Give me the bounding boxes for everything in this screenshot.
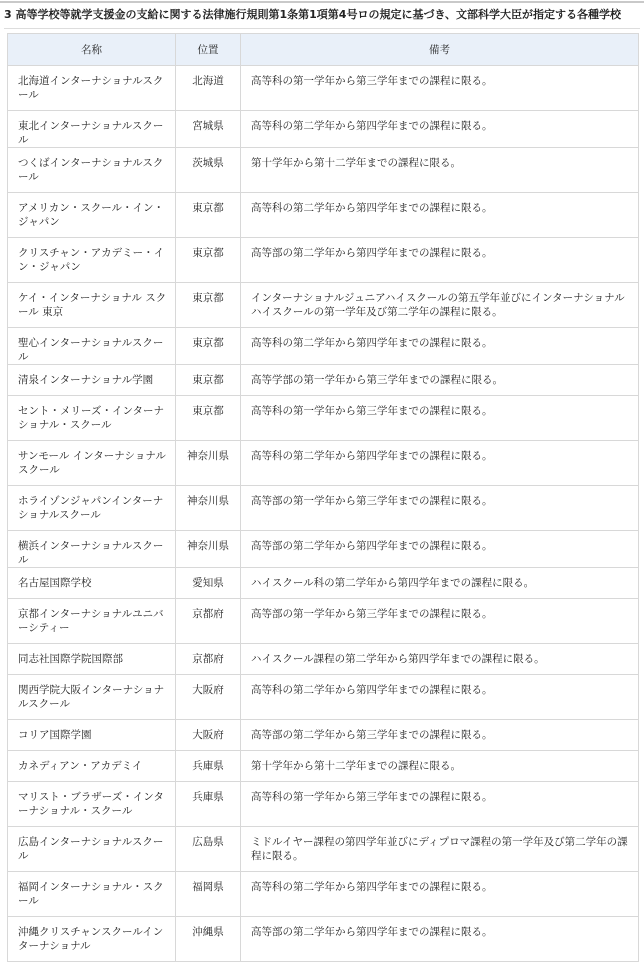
school-name-cell: 関西学院大阪インターナショナルスクール: [8, 675, 176, 720]
location-cell: 神奈川県: [176, 486, 241, 531]
school-name-cell: カネディアン・アカデミイ: [8, 751, 176, 782]
table-row: [8, 283, 639, 328]
table-row: [8, 111, 639, 148]
note-cell: ハイスクール科の第二学年から第四学年までの課程に限る。: [241, 568, 639, 599]
location-cell: 京都府: [176, 599, 241, 644]
school-name-cell: 東北インターナショナルスクール: [8, 111, 176, 148]
table-row: [8, 148, 639, 193]
column-header-note: 備考: [241, 34, 639, 66]
note-cell: 高等科の第一学年から第三学年までの課程に限る。: [241, 782, 639, 827]
table-row: [8, 441, 639, 486]
table-row: [8, 328, 639, 365]
table-row: [8, 66, 639, 111]
school-name-cell: セント・メリーズ・インターナショナル・スクール: [8, 396, 176, 441]
location-cell: 東京都: [176, 238, 241, 283]
table-row: [8, 675, 639, 720]
location-cell: 広島県: [176, 827, 241, 872]
table-row: [8, 568, 639, 599]
note-cell: 第十学年から第十二学年までの課程に限る。: [241, 751, 639, 782]
note-cell: 第十学年から第十二学年までの課程に限る。: [241, 148, 639, 193]
note-cell: 高等部の第二学年から第三学年までの課程に限る。: [241, 720, 639, 751]
location-cell: 神奈川県: [176, 531, 241, 568]
table-row: [8, 644, 639, 675]
location-cell: 沖縄県: [176, 917, 241, 962]
school-name-cell: 清泉インターナショナル学園: [8, 365, 176, 396]
designated-schools-table: [7, 33, 639, 962]
school-name-cell: ケイ・インターナショナル スクール 東京: [8, 283, 176, 328]
location-cell: 茨城県: [176, 148, 241, 193]
school-name-cell: 聖心インターナショナルスクール: [8, 328, 176, 365]
table-row: [8, 396, 639, 441]
school-name-cell: 沖縄クリスチャンスクールインターナショナル: [8, 917, 176, 962]
location-cell: 兵庫県: [176, 751, 241, 782]
school-name-cell: 京都インターナショナルユニバーシティー: [8, 599, 176, 644]
note-cell: 高等科の第二学年から第四学年までの課程に限る。: [241, 328, 639, 365]
note-cell: 高等科の第二学年から第四学年までの課程に限る。: [241, 111, 639, 148]
school-name-cell: マリスト・ブラザーズ・インターナショナル・スクール: [8, 782, 176, 827]
note-cell: インターナショナルジュニアハイスクールの第五学年並びにインターナショナルハイスクールの第一学年及び第二学年の課程に限る。: [241, 283, 639, 328]
table-row: [8, 599, 639, 644]
school-name-cell: 横浜インターナショナルスクール: [8, 531, 176, 568]
school-name-cell: コリア国際学園: [8, 720, 176, 751]
school-name-cell: クリスチャン・アカデミー・イン・ジャパン: [8, 238, 176, 283]
location-cell: 宮城県: [176, 111, 241, 148]
location-cell: 神奈川県: [176, 441, 241, 486]
note-cell: 高等科の第二学年から第四学年までの課程に限る。: [241, 675, 639, 720]
note-cell: 高等部の第二学年から第四学年までの課程に限る。: [241, 531, 639, 568]
note-cell: 高等部の第二学年から第四学年までの課程に限る。: [241, 238, 639, 283]
school-name-cell: アメリカン・スクール・イン・ジャパン: [8, 193, 176, 238]
school-name-cell: ホライゾンジャパンインターナショナルスクール: [8, 486, 176, 531]
note-cell: 高等部の第二学年から第四学年までの課程に限る。: [241, 917, 639, 962]
school-name-cell: 同志社国際学院国際部: [8, 644, 176, 675]
table-header-row: [8, 34, 639, 66]
note-cell: ミドルイヤー課程の第四学年並びにディプロマ課程の第一学年及び第二学年の課程に限る。: [241, 827, 639, 872]
table-row: [8, 531, 639, 568]
location-cell: 福岡県: [176, 872, 241, 917]
table-row: [8, 193, 639, 238]
table-row: [8, 917, 639, 962]
note-cell: 高等科の第二学年から第四学年までの課程に限る。: [241, 441, 639, 486]
location-cell: 兵庫県: [176, 782, 241, 827]
note-cell: 高等科の第一学年から第三学年までの課程に限る。: [241, 66, 639, 111]
location-cell: 東京都: [176, 396, 241, 441]
table-row: [8, 872, 639, 917]
note-cell: 高等部の第一学年から第三学年までの課程に限る。: [241, 599, 639, 644]
note-cell: 高等科の第二学年から第四学年までの課程に限る。: [241, 872, 639, 917]
note-cell: 高等科の第一学年から第三学年までの課程に限る。: [241, 396, 639, 441]
school-name-cell: 広島インターナショナルスクール: [8, 827, 176, 872]
table-row: [8, 720, 639, 751]
section-title: 3 高等学校等就学支援金の支給に関する法律施行規則第1条第1項第4号ロの規定に基づき、文部科学大臣が指定する各種学校: [4, 8, 640, 29]
table-row: [8, 486, 639, 531]
column-header-location: 位置: [176, 34, 241, 66]
table-row: [8, 751, 639, 782]
location-cell: 京都府: [176, 644, 241, 675]
location-cell: 東京都: [176, 283, 241, 328]
table-row: [8, 365, 639, 396]
location-cell: 北海道: [176, 66, 241, 111]
school-name-cell: 福岡インターナショナル・スクール: [8, 872, 176, 917]
table-row: [8, 827, 639, 872]
school-name-cell: つくばインターナショナルスクール: [8, 148, 176, 193]
location-cell: 東京都: [176, 328, 241, 365]
note-cell: 高等学部の第一学年から第三学年までの課程に限る。: [241, 365, 639, 396]
note-cell: 高等科の第二学年から第四学年までの課程に限る。: [241, 193, 639, 238]
school-name-cell: サンモール インターナショナルスクール: [8, 441, 176, 486]
table-row: [8, 238, 639, 283]
school-name-cell: 名古屋国際学校: [8, 568, 176, 599]
location-cell: 東京都: [176, 193, 241, 238]
column-header-name: 名称: [8, 34, 176, 66]
school-name-cell: 北海道インターナショナルスクール: [8, 66, 176, 111]
table-row: [8, 782, 639, 827]
note-cell: ハイスクール課程の第二学年から第四学年までの課程に限る。: [241, 644, 639, 675]
note-cell: 高等部の第一学年から第三学年までの課程に限る。: [241, 486, 639, 531]
location-cell: 大阪府: [176, 720, 241, 751]
top-divider: [0, 1, 644, 3]
location-cell: 愛知県: [176, 568, 241, 599]
location-cell: 大阪府: [176, 675, 241, 720]
location-cell: 東京都: [176, 365, 241, 396]
